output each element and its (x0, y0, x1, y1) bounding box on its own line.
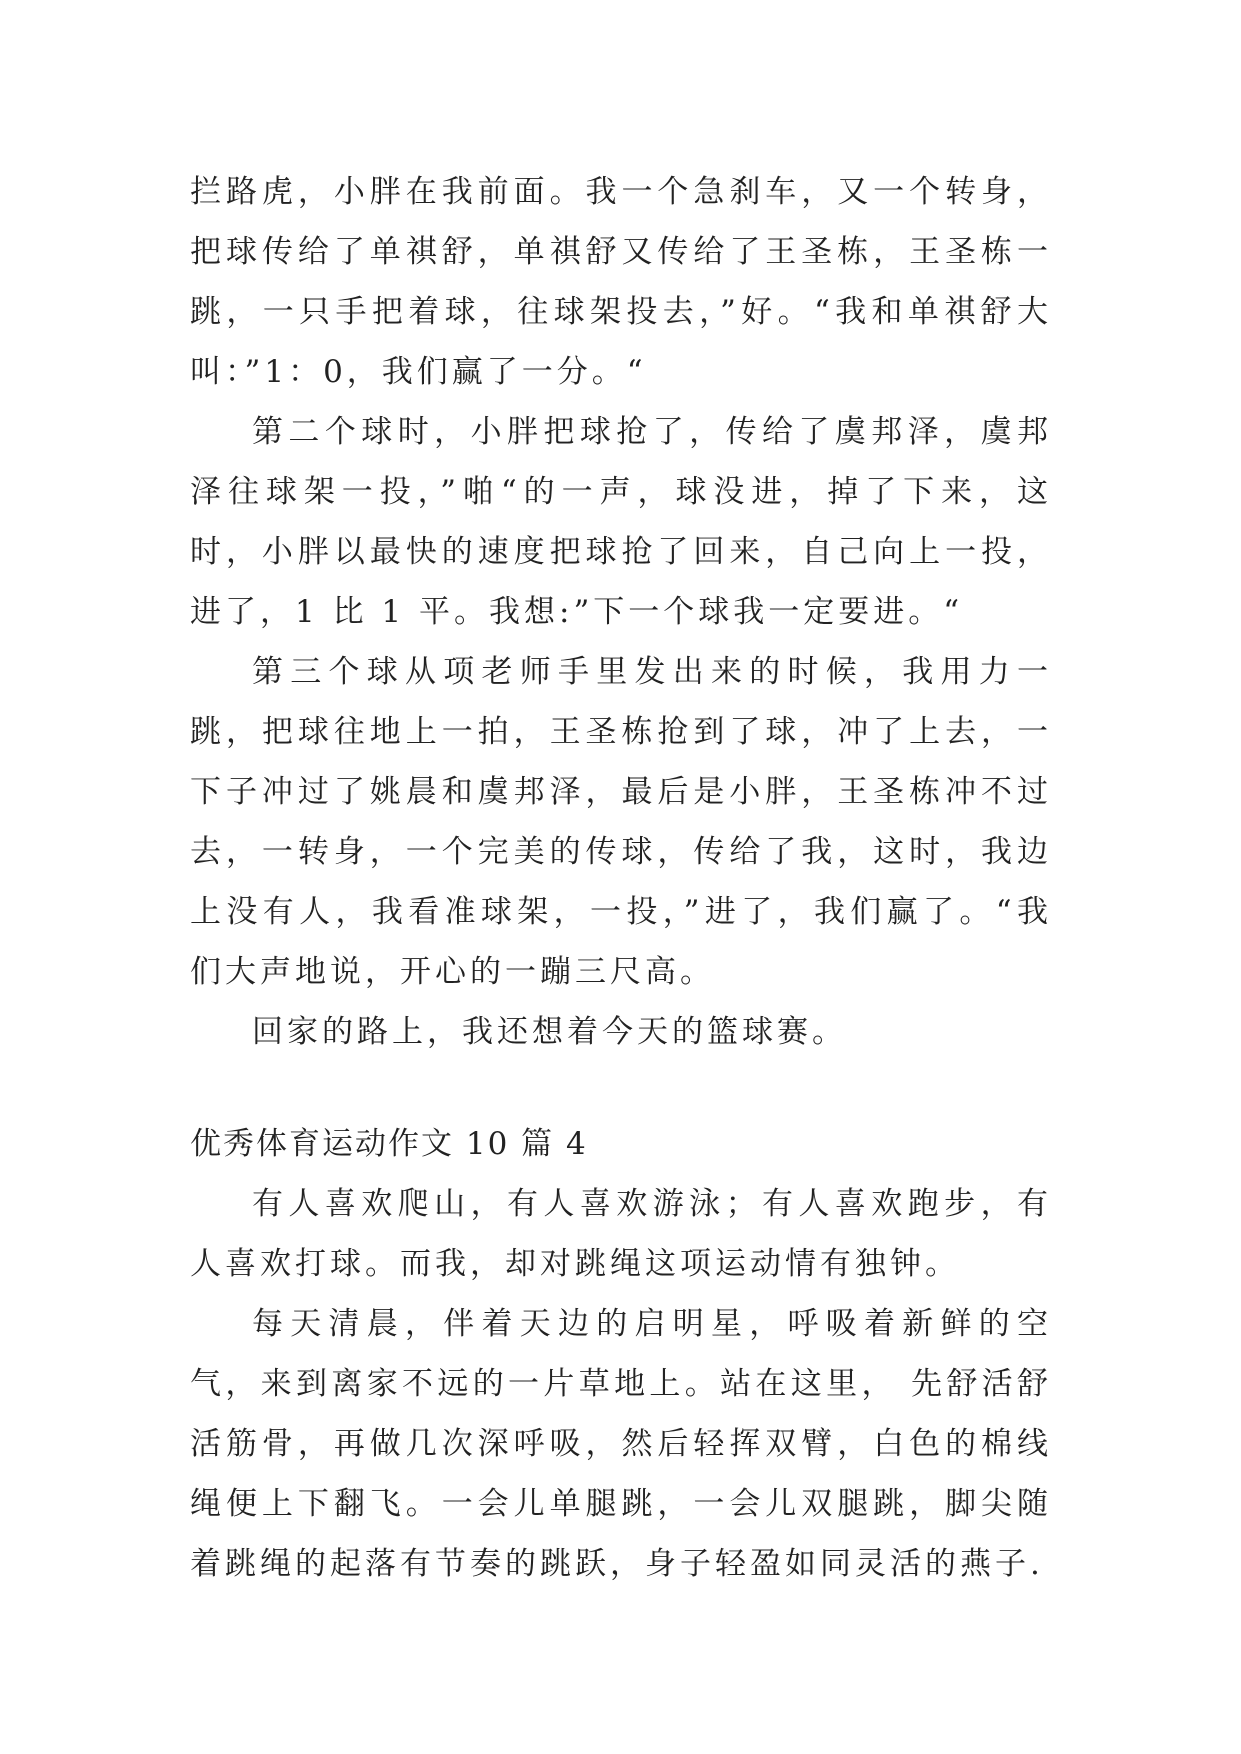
paragraph: 每天清晨，伴着天边的启明星，呼吸着新鲜的空气，来到离家不远的一片草地上。站在这里， 先舒活舒活筋骨，再做几次深呼吸，然后轻挥双臂，白色的棉线绳便上下翻飞。一会儿单腿跳，一会儿双腿跳，脚尖随着跳绳的起落有节奏的跳跃，身子轻盈如同灵活的燕子. (190, 1306, 1052, 1582)
paragraph: 回家的路上，我还想着今天的篮球赛。 (252, 1014, 847, 1050)
paragraph: 第二个球时，小胖把球抢了，传给了虞邦泽，虞邦泽往球架一投，”啪“的一声，球没进，掉了下来，这时，小胖以最快的速度把球抢了回来，自己向上一投，进了，1 比 1 平。我想:”下一个球我一定要进。“ (190, 414, 1052, 630)
document-body (190, 162, 1052, 1594)
paragraph-continuation: 拦路虎，小胖在我前面。我一个急刹车，又一个转身，把球传给了单祺舒，单祺舒又传给了王圣栋，王圣栋一跳，一只手把着球，往球架投去，”好。“我和单祺舒大叫：”1：0，我们赢了一分。“ (190, 174, 1052, 390)
paragraph: 第三个球从项老师手里发出来的时候，我用力一跳，把球往地上一拍，王圣栋抢到了球，冲了上去，一下子冲过了姚晨和虞邦泽，最后是小胖，王圣栋冲不过去，一转身，一个完美的传球，传给了我，这时，我边上没有人，我看准球架，一投，”进了，我们赢了。“我们大声地说，开心的一蹦三尺高。 (190, 654, 1052, 990)
section-heading: 优秀体育运动作文 10 篇 4 (190, 1126, 588, 1162)
paragraph: 有人喜欢爬山，有人喜欢游泳；有人喜欢跑步，有人喜欢打球。而我，却对跳绳这项运动情有独钟。 (190, 1186, 1052, 1282)
